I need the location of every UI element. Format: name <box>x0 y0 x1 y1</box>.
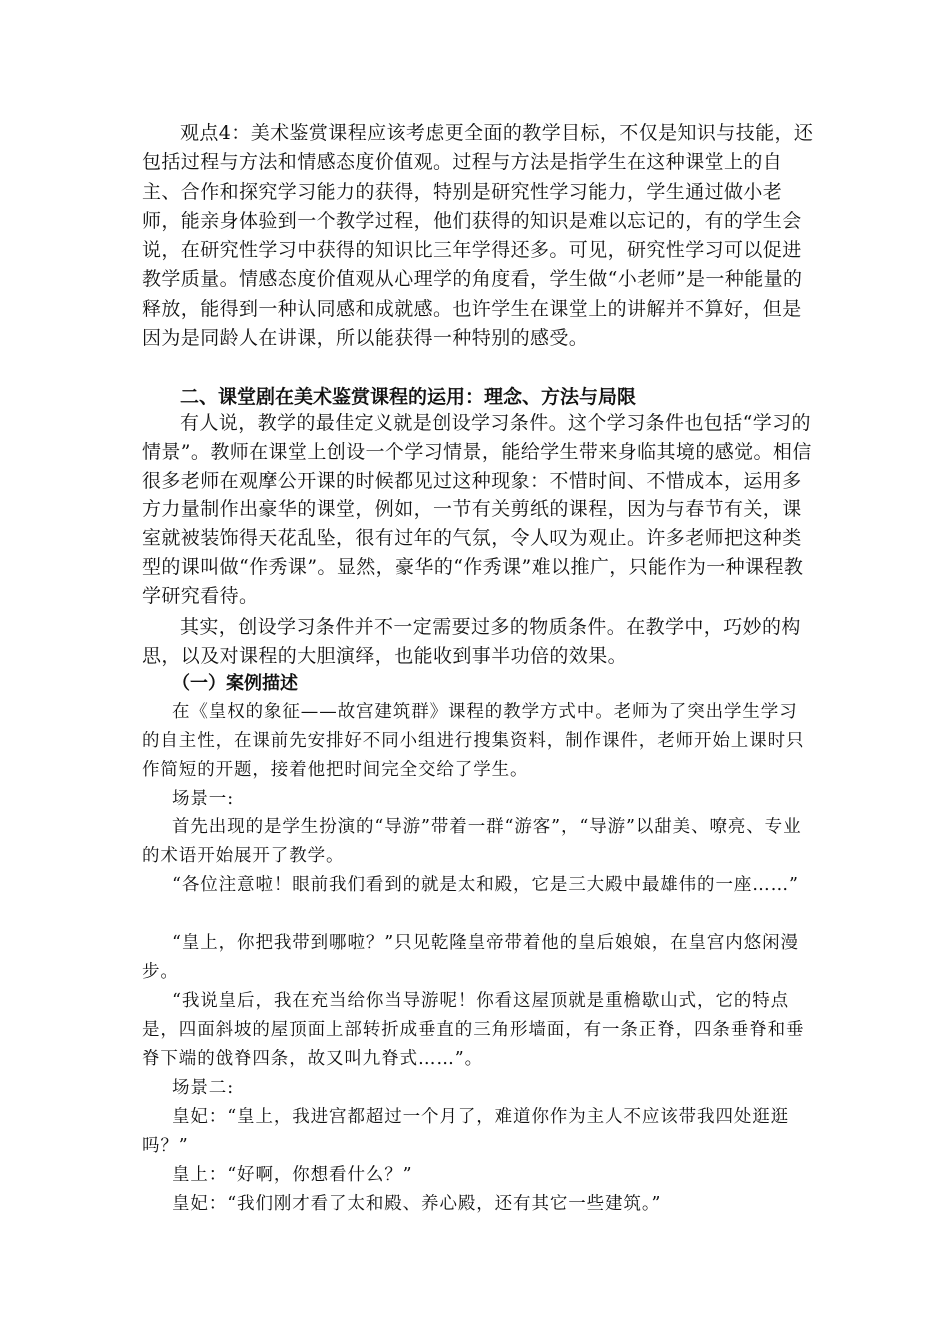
subsection-heading: （一）案例描述 <box>172 673 298 694</box>
case-intro-paragraph: 在《皇权的象征——故宫建筑群》课程的教学方式中。老师为了突出学生学习的自主性，在课前先安排好不同小组进行搜集资料，制作课件，老师开始上课时只作简短的开题，接着他把时间完全交给了学生。 <box>142 702 805 780</box>
paragraph-creative-design: 其实，创设学习条件并不一定需要过多的物质条件。在教学中，巧妙的构思，以及对课程的大胆演绎，也能收到事半功倍的效果。 <box>142 616 801 667</box>
scene-1-text: 首先出现的是学生扮演的“导游”带着一群“游客”，“导游”以甜美、嘹亮、专业的术语开始展开了教学。 <box>142 817 802 866</box>
quote-2: “皇上，你把我带到哪啦？”只见乾隆皇帝带着他的皇后娘娘，在皇宫内悠闲漫步。 <box>142 933 799 982</box>
paragraph-viewpoint-4: 观点4：美术鉴赏课程应该考虑更全面的教学目标，不仅是知识与技能，还包括过程与方法和情感态度价值观。过程与方法是指学生在这种课堂上的自主、合作和探究学习能力的获得，特别是研究性学习能力，学生通过做小老师，能亲身体验到一个教学过程，他们获得的知识是难以忘记的，有的学生会说，在研究性学习中获得的知识比三年学得还多。可见，研究性学习可以促进教学质量。情感态度价值观从心理学的角度看，学生做“小老师”是一种能量的释放，能得到一种认同感和成就感。也许学生在课堂上的讲解并不算好，但是因为是同龄人在讲课，所以能获得一种特别的感受。 <box>142 122 814 350</box>
section-heading: 二、课堂剧在美术鉴赏课程的运用：理念、方法与局限 <box>180 386 637 408</box>
paragraph-learning-conditions: 有人说，教学的最佳定义就是创设学习条件。这个学习条件也包括“学习的情景”。教师在课堂上创设一个学习情景，能给学生带来身临其境的感觉。相信很多老师在观摩公开课的时候都见过这种现象：不惜时间、不惜成本，运用多方力量制作出豪华的课堂，例如，一节有关剪纸的课程，因为与春节有关，课室就被装饰得天花乱坠，很有过年的气氛，令人叹为观止。许多老师把这种类型的课叫做“作秀课”。显然，豪华的“作秀课”难以推广，只能作为一种课程教学研究看待。 <box>142 412 812 607</box>
scene-2-label: 场景二: <box>172 1078 234 1098</box>
quote-3: “我说皇后，我在充当给你当导游呢！你看这屋顶就是重檐歇山式，它的特点是，四面斜坡的屋顶面上部转折成垂直的三角形墙面，有一条正脊，四条垂脊和垂脊下端的戗脊四条，故又叫九脊式……”。 <box>142 991 805 1069</box>
dialogue-2: 皇上：“好啊，你想看什么？” <box>172 1165 413 1185</box>
scene-1-label: 场景一: <box>172 789 234 809</box>
dialogue-1: 皇妃：“皇上，我进宫都超过一个月了，难道你作为主人不应该带我四处逛逛吗？” <box>142 1107 790 1156</box>
quote-1: “各位注意啦！眼前我们看到的就是太和殿，它是三大殿中最雄伟的一座……” <box>172 875 799 895</box>
dialogue-3: 皇妃：“我们刚才看了太和殿、养心殿，还有其它一些建筑。” <box>172 1194 662 1214</box>
